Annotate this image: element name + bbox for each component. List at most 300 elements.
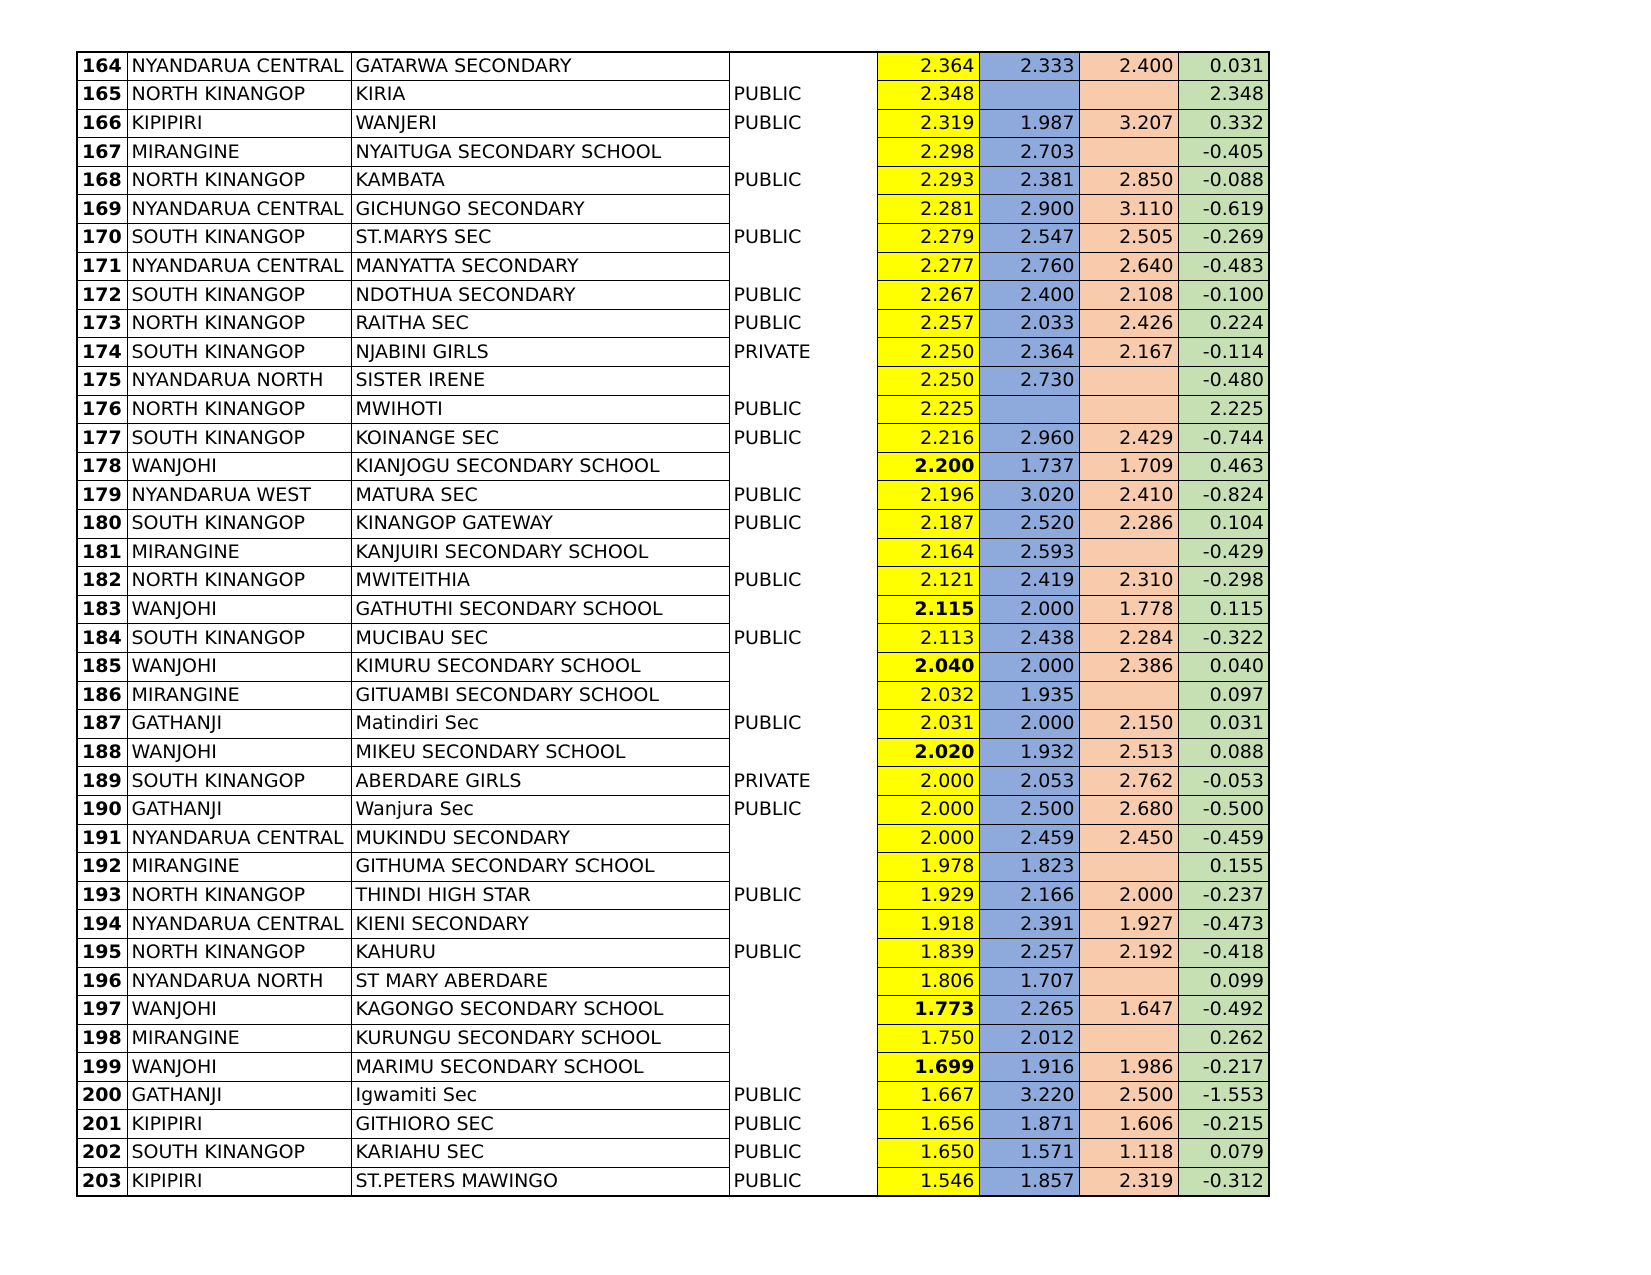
sub-county-cell[interactable]: GATHANJI <box>127 1081 351 1110</box>
school-type-cell[interactable]: PUBLIC <box>729 938 877 967</box>
mean-score-cell[interactable]: 1.750 <box>877 1024 979 1053</box>
sub-county-cell[interactable]: NORTH KINANGOP <box>127 938 351 967</box>
earlier-score-cell[interactable]: 3.207 <box>1079 109 1178 138</box>
school-type-cell[interactable]: PUBLIC <box>729 281 877 310</box>
deviation-cell[interactable]: -0.053 <box>1178 767 1269 796</box>
sub-county-cell[interactable]: SOUTH KINANGOP <box>127 1139 351 1168</box>
school-type-cell[interactable] <box>729 652 877 681</box>
sub-county-cell[interactable]: NYANDARUA CENTRAL <box>127 252 351 281</box>
previous-score-cell[interactable]: 3.020 <box>979 481 1079 510</box>
sub-county-cell[interactable]: NORTH KINANGOP <box>127 166 351 195</box>
school-type-cell[interactable] <box>729 595 877 624</box>
school-type-cell[interactable]: PUBLIC <box>729 1110 877 1139</box>
mean-score-cell[interactable]: 2.121 <box>877 567 979 596</box>
row-number-cell[interactable]: 173 <box>77 309 127 338</box>
mean-score-cell[interactable]: 2.319 <box>877 109 979 138</box>
previous-score-cell[interactable]: 2.257 <box>979 938 1079 967</box>
row-number-cell[interactable]: 201 <box>77 1110 127 1139</box>
earlier-score-cell[interactable]: 1.778 <box>1079 595 1178 624</box>
row-number-cell[interactable]: 171 <box>77 252 127 281</box>
mean-score-cell[interactable]: 1.918 <box>877 910 979 939</box>
row-number-cell[interactable]: 193 <box>77 881 127 910</box>
earlier-score-cell[interactable]: 2.000 <box>1079 881 1178 910</box>
deviation-cell[interactable]: -0.215 <box>1178 1110 1269 1139</box>
school-name-cell[interactable]: NYAITUGA SECONDARY SCHOOL <box>351 138 729 167</box>
sub-county-cell[interactable]: GATHANJI <box>127 795 351 824</box>
mean-score-cell[interactable]: 2.000 <box>877 824 979 853</box>
deviation-cell[interactable]: -0.269 <box>1178 224 1269 253</box>
school-name-cell[interactable]: MANYATTA SECONDARY <box>351 252 729 281</box>
school-name-cell[interactable]: NDOTHUA SECONDARY <box>351 281 729 310</box>
table-row[interactable] <box>77 1053 1269 1082</box>
school-type-cell[interactable]: PUBLIC <box>729 795 877 824</box>
mean-score-cell[interactable]: 2.216 <box>877 424 979 453</box>
row-number-cell[interactable]: 183 <box>77 595 127 624</box>
row-number-cell[interactable]: 191 <box>77 824 127 853</box>
school-name-cell[interactable]: GICHUNGO SECONDARY <box>351 195 729 224</box>
deviation-cell[interactable]: -0.480 <box>1178 367 1269 396</box>
sub-county-cell[interactable]: SOUTH KINANGOP <box>127 224 351 253</box>
mean-score-cell[interactable]: 2.000 <box>877 795 979 824</box>
school-name-cell[interactable]: GATHUTHI SECONDARY SCHOOL <box>351 595 729 624</box>
deviation-cell[interactable]: -0.217 <box>1178 1053 1269 1082</box>
sub-county-cell[interactable]: NYANDARUA CENTRAL <box>127 195 351 224</box>
earlier-score-cell[interactable]: 1.986 <box>1079 1053 1178 1082</box>
deviation-cell[interactable]: -0.114 <box>1178 338 1269 367</box>
school-name-cell[interactable]: Igwamiti Sec <box>351 1081 729 1110</box>
row-number-cell[interactable]: 169 <box>77 195 127 224</box>
previous-score-cell[interactable]: 1.987 <box>979 109 1079 138</box>
school-name-cell[interactable]: THINDI HIGH STAR <box>351 881 729 910</box>
row-number-cell[interactable]: 177 <box>77 424 127 453</box>
sub-county-cell[interactable]: SOUTH KINANGOP <box>127 510 351 539</box>
sub-county-cell[interactable]: SOUTH KINANGOP <box>127 424 351 453</box>
row-number-cell[interactable]: 184 <box>77 624 127 653</box>
earlier-score-cell[interactable]: 2.310 <box>1079 567 1178 596</box>
mean-score-cell[interactable]: 2.281 <box>877 195 979 224</box>
earlier-score-cell[interactable] <box>1079 1024 1178 1053</box>
school-type-cell[interactable]: PUBLIC <box>729 109 877 138</box>
earlier-score-cell[interactable]: 2.108 <box>1079 281 1178 310</box>
table-row[interactable] <box>77 710 1269 739</box>
mean-score-cell[interactable]: 1.667 <box>877 1081 979 1110</box>
row-number-cell[interactable]: 176 <box>77 395 127 424</box>
table-row[interactable] <box>77 510 1269 539</box>
school-name-cell[interactable]: KARIAHU SEC <box>351 1139 729 1168</box>
previous-score-cell[interactable]: 2.900 <box>979 195 1079 224</box>
table-row[interactable] <box>77 681 1269 710</box>
deviation-cell[interactable]: 0.031 <box>1178 710 1269 739</box>
sub-county-cell[interactable]: NORTH KINANGOP <box>127 81 351 110</box>
mean-score-cell[interactable]: 2.364 <box>877 52 979 81</box>
row-number-cell[interactable]: 185 <box>77 652 127 681</box>
table-row[interactable] <box>77 1139 1269 1168</box>
table-row[interactable] <box>77 910 1269 939</box>
table-row[interactable] <box>77 595 1269 624</box>
school-name-cell[interactable]: KAGONGO SECONDARY SCHOOL <box>351 996 729 1025</box>
row-number-cell[interactable]: 168 <box>77 166 127 195</box>
school-type-cell[interactable] <box>729 538 877 567</box>
earlier-score-cell[interactable]: 2.762 <box>1079 767 1178 796</box>
mean-score-cell[interactable]: 2.032 <box>877 681 979 710</box>
earlier-score-cell[interactable] <box>1079 681 1178 710</box>
school-type-cell[interactable] <box>729 195 877 224</box>
mean-score-cell[interactable]: 2.298 <box>877 138 979 167</box>
previous-score-cell[interactable]: 2.333 <box>979 52 1079 81</box>
school-type-cell[interactable] <box>729 52 877 81</box>
mean-score-cell[interactable]: 2.196 <box>877 481 979 510</box>
mean-score-cell[interactable]: 2.277 <box>877 252 979 281</box>
row-number-cell[interactable]: 182 <box>77 567 127 596</box>
school-name-cell[interactable]: ABERDARE GIRLS <box>351 767 729 796</box>
earlier-score-cell[interactable]: 2.150 <box>1079 710 1178 739</box>
earlier-score-cell[interactable]: 2.386 <box>1079 652 1178 681</box>
earlier-score-cell[interactable] <box>1079 138 1178 167</box>
deviation-cell[interactable]: 0.115 <box>1178 595 1269 624</box>
table-row[interactable] <box>77 81 1269 110</box>
school-name-cell[interactable]: KANJUIRI SECONDARY SCHOOL <box>351 538 729 567</box>
earlier-score-cell[interactable]: 2.513 <box>1079 738 1178 767</box>
earlier-score-cell[interactable]: 2.429 <box>1079 424 1178 453</box>
table-row[interactable] <box>77 1024 1269 1053</box>
table-row[interactable] <box>77 166 1269 195</box>
deviation-cell[interactable]: 0.332 <box>1178 109 1269 138</box>
school-name-cell[interactable]: Wanjura Sec <box>351 795 729 824</box>
row-number-cell[interactable]: 178 <box>77 452 127 481</box>
deviation-cell[interactable]: 0.088 <box>1178 738 1269 767</box>
school-type-cell[interactable]: PUBLIC <box>729 1167 877 1196</box>
mean-score-cell[interactable]: 2.164 <box>877 538 979 567</box>
sub-county-cell[interactable]: KIPIPIRI <box>127 1110 351 1139</box>
row-number-cell[interactable]: 166 <box>77 109 127 138</box>
table-row[interactable] <box>77 367 1269 396</box>
mean-score-cell[interactable]: 2.293 <box>877 166 979 195</box>
deviation-cell[interactable]: 0.104 <box>1178 510 1269 539</box>
previous-score-cell[interactable]: 2.593 <box>979 538 1079 567</box>
row-number-cell[interactable]: 192 <box>77 853 127 882</box>
deviation-cell[interactable]: 0.079 <box>1178 1139 1269 1168</box>
school-name-cell[interactable]: MATURA SEC <box>351 481 729 510</box>
row-number-cell[interactable]: 170 <box>77 224 127 253</box>
school-type-cell[interactable]: PUBLIC <box>729 166 877 195</box>
school-name-cell[interactable]: KIMURU SECONDARY SCHOOL <box>351 652 729 681</box>
earlier-score-cell[interactable]: 2.450 <box>1079 824 1178 853</box>
table-row[interactable] <box>77 424 1269 453</box>
deviation-cell[interactable]: -0.418 <box>1178 938 1269 967</box>
deviation-cell[interactable]: 2.348 <box>1178 81 1269 110</box>
table-row[interactable] <box>77 138 1269 167</box>
deviation-cell[interactable]: -0.500 <box>1178 795 1269 824</box>
previous-score-cell[interactable]: 2.000 <box>979 652 1079 681</box>
previous-score-cell[interactable]: 2.000 <box>979 595 1079 624</box>
table-row[interactable] <box>77 853 1269 882</box>
earlier-score-cell[interactable]: 1.709 <box>1079 452 1178 481</box>
previous-score-cell[interactable]: 2.364 <box>979 338 1079 367</box>
table-row[interactable] <box>77 252 1269 281</box>
sub-county-cell[interactable]: MIRANGINE <box>127 138 351 167</box>
table-row[interactable] <box>77 996 1269 1025</box>
mean-score-cell[interactable]: 2.250 <box>877 367 979 396</box>
table-row[interactable] <box>77 309 1269 338</box>
mean-score-cell[interactable]: 2.115 <box>877 595 979 624</box>
table-row[interactable] <box>77 967 1269 996</box>
deviation-cell[interactable]: -0.744 <box>1178 424 1269 453</box>
previous-score-cell[interactable]: 2.500 <box>979 795 1079 824</box>
deviation-cell[interactable]: 2.225 <box>1178 395 1269 424</box>
sub-county-cell[interactable]: SOUTH KINANGOP <box>127 767 351 796</box>
mean-score-cell[interactable]: 1.773 <box>877 996 979 1025</box>
row-number-cell[interactable]: 195 <box>77 938 127 967</box>
school-type-cell[interactable]: PRIVATE <box>729 767 877 796</box>
table-row[interactable] <box>77 224 1269 253</box>
table-row[interactable] <box>77 767 1269 796</box>
mean-score-cell[interactable]: 2.113 <box>877 624 979 653</box>
previous-score-cell[interactable]: 2.760 <box>979 252 1079 281</box>
previous-score-cell[interactable]: 1.857 <box>979 1167 1079 1196</box>
previous-score-cell[interactable]: 2.000 <box>979 710 1079 739</box>
table-row[interactable] <box>77 652 1269 681</box>
row-number-cell[interactable]: 197 <box>77 996 127 1025</box>
previous-score-cell[interactable]: 1.932 <box>979 738 1079 767</box>
table-row[interactable] <box>77 395 1269 424</box>
school-type-cell[interactable]: PUBLIC <box>729 510 877 539</box>
earlier-score-cell[interactable] <box>1079 538 1178 567</box>
mean-score-cell[interactable]: 1.978 <box>877 853 979 882</box>
previous-score-cell[interactable] <box>979 81 1079 110</box>
earlier-score-cell[interactable]: 1.606 <box>1079 1110 1178 1139</box>
school-type-cell[interactable] <box>729 1024 877 1053</box>
school-type-cell[interactable] <box>729 853 877 882</box>
row-number-cell[interactable]: 198 <box>77 1024 127 1053</box>
sub-county-cell[interactable]: GATHANJI <box>127 710 351 739</box>
school-type-cell[interactable]: PUBLIC <box>729 710 877 739</box>
school-name-cell[interactable]: KAHURU <box>351 938 729 967</box>
table-row[interactable] <box>77 624 1269 653</box>
school-name-cell[interactable]: ST.MARYS SEC <box>351 224 729 253</box>
sub-county-cell[interactable]: MIRANGINE <box>127 1024 351 1053</box>
school-name-cell[interactable]: MIKEU SECONDARY SCHOOL <box>351 738 729 767</box>
sub-county-cell[interactable]: WANJOHI <box>127 996 351 1025</box>
sub-county-cell[interactable]: NYANDARUA NORTH <box>127 967 351 996</box>
school-name-cell[interactable]: KOINANGE SEC <box>351 424 729 453</box>
school-type-cell[interactable] <box>729 367 877 396</box>
previous-score-cell[interactable]: 1.916 <box>979 1053 1079 1082</box>
school-type-cell[interactable]: PUBLIC <box>729 481 877 510</box>
previous-score-cell[interactable]: 1.935 <box>979 681 1079 710</box>
mean-score-cell[interactable]: 2.000 <box>877 767 979 796</box>
deviation-cell[interactable]: -0.322 <box>1178 624 1269 653</box>
table-row[interactable] <box>77 452 1269 481</box>
mean-score-cell[interactable]: 2.200 <box>877 452 979 481</box>
school-type-cell[interactable] <box>729 824 877 853</box>
table-row[interactable] <box>77 52 1269 81</box>
school-name-cell[interactable]: Matindiri Sec <box>351 710 729 739</box>
mean-score-cell[interactable]: 1.656 <box>877 1110 979 1139</box>
deviation-cell[interactable]: -0.473 <box>1178 910 1269 939</box>
deviation-cell[interactable]: 0.097 <box>1178 681 1269 710</box>
deviation-cell[interactable]: -0.298 <box>1178 567 1269 596</box>
school-type-cell[interactable] <box>729 967 877 996</box>
school-name-cell[interactable]: ST MARY ABERDARE <box>351 967 729 996</box>
deviation-cell[interactable]: -0.100 <box>1178 281 1269 310</box>
table-row[interactable] <box>77 538 1269 567</box>
table-row[interactable] <box>77 481 1269 510</box>
deviation-cell[interactable]: 0.262 <box>1178 1024 1269 1053</box>
row-number-cell[interactable]: 199 <box>77 1053 127 1082</box>
previous-score-cell[interactable]: 2.703 <box>979 138 1079 167</box>
school-type-cell[interactable] <box>729 252 877 281</box>
mean-score-cell[interactable]: 1.699 <box>877 1053 979 1082</box>
school-name-cell[interactable]: MARIMU SECONDARY SCHOOL <box>351 1053 729 1082</box>
school-type-cell[interactable]: PUBLIC <box>729 81 877 110</box>
deviation-cell[interactable]: 0.040 <box>1178 652 1269 681</box>
school-name-cell[interactable]: GITHUMA SECONDARY SCHOOL <box>351 853 729 882</box>
row-number-cell[interactable]: 189 <box>77 767 127 796</box>
school-type-cell[interactable] <box>729 996 877 1025</box>
school-type-cell[interactable] <box>729 910 877 939</box>
sub-county-cell[interactable]: WANJOHI <box>127 1053 351 1082</box>
previous-score-cell[interactable]: 1.823 <box>979 853 1079 882</box>
sub-county-cell[interactable]: SOUTH KINANGOP <box>127 338 351 367</box>
previous-score-cell[interactable]: 2.960 <box>979 424 1079 453</box>
sub-county-cell[interactable]: NORTH KINANGOP <box>127 309 351 338</box>
row-number-cell[interactable]: 164 <box>77 52 127 81</box>
school-type-cell[interactable]: PUBLIC <box>729 424 877 453</box>
row-number-cell[interactable]: 179 <box>77 481 127 510</box>
row-number-cell[interactable]: 200 <box>77 1081 127 1110</box>
school-name-cell[interactable]: ST.PETERS MAWINGO <box>351 1167 729 1196</box>
table-row[interactable] <box>77 1167 1269 1196</box>
previous-score-cell[interactable] <box>979 395 1079 424</box>
row-number-cell[interactable]: 202 <box>77 1139 127 1168</box>
row-number-cell[interactable]: 175 <box>77 367 127 396</box>
sub-county-cell[interactable]: WANJOHI <box>127 595 351 624</box>
earlier-score-cell[interactable]: 2.850 <box>1079 166 1178 195</box>
school-name-cell[interactable]: MUKINDU SECONDARY <box>351 824 729 853</box>
mean-score-cell[interactable]: 2.020 <box>877 738 979 767</box>
earlier-score-cell[interactable]: 3.110 <box>1079 195 1178 224</box>
row-number-cell[interactable]: 196 <box>77 967 127 996</box>
previous-score-cell[interactable]: 2.381 <box>979 166 1079 195</box>
earlier-score-cell[interactable] <box>1079 81 1178 110</box>
school-type-cell[interactable]: PUBLIC <box>729 881 877 910</box>
previous-score-cell[interactable]: 2.419 <box>979 567 1079 596</box>
table-row[interactable] <box>77 738 1269 767</box>
deviation-cell[interactable]: -0.824 <box>1178 481 1269 510</box>
previous-score-cell[interactable]: 2.033 <box>979 309 1079 338</box>
school-type-cell[interactable] <box>729 1053 877 1082</box>
row-number-cell[interactable]: 186 <box>77 681 127 710</box>
mean-score-cell[interactable]: 1.546 <box>877 1167 979 1196</box>
previous-score-cell[interactable]: 1.871 <box>979 1110 1079 1139</box>
earlier-score-cell[interactable]: 1.118 <box>1079 1139 1178 1168</box>
sub-county-cell[interactable]: NORTH KINANGOP <box>127 395 351 424</box>
school-type-cell[interactable]: PRIVATE <box>729 338 877 367</box>
mean-score-cell[interactable]: 1.839 <box>877 938 979 967</box>
table-row[interactable] <box>77 1081 1269 1110</box>
row-number-cell[interactable]: 180 <box>77 510 127 539</box>
previous-score-cell[interactable]: 2.459 <box>979 824 1079 853</box>
mean-score-cell[interactable]: 2.250 <box>877 338 979 367</box>
sub-county-cell[interactable]: SOUTH KINANGOP <box>127 281 351 310</box>
sub-county-cell[interactable]: SOUTH KINANGOP <box>127 624 351 653</box>
mean-score-cell[interactable]: 2.348 <box>877 81 979 110</box>
row-number-cell[interactable]: 172 <box>77 281 127 310</box>
school-type-cell[interactable]: PUBLIC <box>729 567 877 596</box>
deviation-cell[interactable]: 0.099 <box>1178 967 1269 996</box>
school-type-cell[interactable] <box>729 138 877 167</box>
school-type-cell[interactable]: PUBLIC <box>729 1081 877 1110</box>
table-row[interactable] <box>77 824 1269 853</box>
previous-score-cell[interactable]: 3.220 <box>979 1081 1079 1110</box>
school-type-cell[interactable]: PUBLIC <box>729 395 877 424</box>
mean-score-cell[interactable]: 2.187 <box>877 510 979 539</box>
row-number-cell[interactable]: 188 <box>77 738 127 767</box>
table-row[interactable] <box>77 338 1269 367</box>
mean-score-cell[interactable]: 2.267 <box>877 281 979 310</box>
sub-county-cell[interactable]: WANJOHI <box>127 738 351 767</box>
previous-score-cell[interactable]: 2.053 <box>979 767 1079 796</box>
previous-score-cell[interactable]: 2.265 <box>979 996 1079 1025</box>
deviation-cell[interactable]: -0.459 <box>1178 824 1269 853</box>
school-type-cell[interactable] <box>729 452 877 481</box>
table-row[interactable] <box>77 795 1269 824</box>
previous-score-cell[interactable]: 2.520 <box>979 510 1079 539</box>
row-number-cell[interactable]: 165 <box>77 81 127 110</box>
school-type-cell[interactable]: PUBLIC <box>729 224 877 253</box>
table-row[interactable] <box>77 881 1269 910</box>
previous-score-cell[interactable]: 2.547 <box>979 224 1079 253</box>
deviation-cell[interactable]: -0.619 <box>1178 195 1269 224</box>
earlier-score-cell[interactable]: 2.192 <box>1079 938 1178 967</box>
earlier-score-cell[interactable]: 2.426 <box>1079 309 1178 338</box>
deviation-cell[interactable]: -0.429 <box>1178 538 1269 567</box>
deviation-cell[interactable]: -0.088 <box>1178 166 1269 195</box>
mean-score-cell[interactable]: 1.929 <box>877 881 979 910</box>
deviation-cell[interactable]: -0.237 <box>1178 881 1269 910</box>
school-name-cell[interactable]: GITHIORO SEC <box>351 1110 729 1139</box>
school-name-cell[interactable]: MUCIBAU SEC <box>351 624 729 653</box>
earlier-score-cell[interactable] <box>1079 395 1178 424</box>
sub-county-cell[interactable]: KIPIPIRI <box>127 1167 351 1196</box>
deviation-cell[interactable]: -0.405 <box>1178 138 1269 167</box>
sub-county-cell[interactable]: KIPIPIRI <box>127 109 351 138</box>
mean-score-cell[interactable]: 2.257 <box>877 309 979 338</box>
sub-county-cell[interactable]: NYANDARUA CENTRAL <box>127 52 351 81</box>
school-name-cell[interactable]: KURUNGU SECONDARY SCHOOL <box>351 1024 729 1053</box>
earlier-score-cell[interactable] <box>1079 967 1178 996</box>
school-name-cell[interactable]: KIANJOGU SECONDARY SCHOOL <box>351 452 729 481</box>
earlier-score-cell[interactable] <box>1079 853 1178 882</box>
earlier-score-cell[interactable]: 2.505 <box>1079 224 1178 253</box>
school-name-cell[interactable]: SISTER IRENE <box>351 367 729 396</box>
earlier-score-cell[interactable] <box>1079 367 1178 396</box>
row-number-cell[interactable]: 167 <box>77 138 127 167</box>
sub-county-cell[interactable]: NYANDARUA WEST <box>127 481 351 510</box>
previous-score-cell[interactable]: 2.012 <box>979 1024 1079 1053</box>
table-row[interactable] <box>77 1110 1269 1139</box>
sub-county-cell[interactable]: NYANDARUA CENTRAL <box>127 824 351 853</box>
sub-county-cell[interactable]: MIRANGINE <box>127 538 351 567</box>
mean-score-cell[interactable]: 2.040 <box>877 652 979 681</box>
mean-score-cell[interactable]: 2.031 <box>877 710 979 739</box>
earlier-score-cell[interactable]: 2.167 <box>1079 338 1178 367</box>
sub-county-cell[interactable]: MIRANGINE <box>127 853 351 882</box>
school-type-cell[interactable] <box>729 738 877 767</box>
deviation-cell[interactable]: -0.492 <box>1178 996 1269 1025</box>
school-name-cell[interactable]: KINANGOP GATEWAY <box>351 510 729 539</box>
previous-score-cell[interactable]: 1.737 <box>979 452 1079 481</box>
